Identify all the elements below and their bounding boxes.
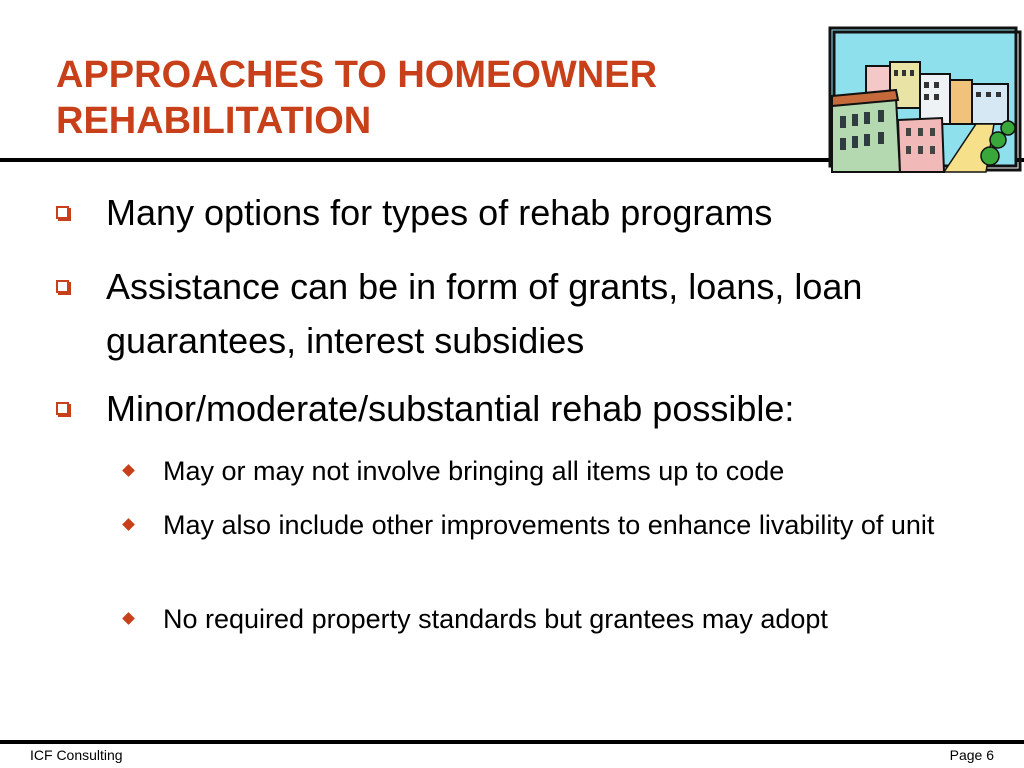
sub-bullet-text: No required property standards but grantees may adopt (163, 604, 828, 634)
page-number: Page 6 (949, 747, 994, 763)
hollow-square-bullet-icon (56, 280, 69, 293)
diamond-bullet-icon (122, 518, 135, 531)
hollow-square-bullet-icon (56, 402, 69, 415)
hollow-square-bullet-icon (56, 206, 69, 219)
diamond-bullet-icon (122, 464, 135, 477)
footer-divider (0, 740, 1024, 744)
diamond-bullet-icon (122, 612, 135, 625)
footer-organization: ICF Consulting (30, 747, 123, 763)
title-line-2: REHABILITATION (56, 100, 372, 142)
slide-title (56, 52, 816, 144)
sub-bullet-text: May also include other improvements to enhance livability of unit (163, 510, 935, 540)
sub-bullet-text: May or may not involve bringing all items up to code (163, 456, 785, 486)
bullet-text: Many options for types of rehab programs (106, 192, 773, 233)
bullet-text: Minor/moderate/substantial rehab possible: (106, 388, 795, 429)
title-line-1: APPROACHES TO HOMEOWNER (56, 54, 658, 96)
bullet-text: Assistance can be in form of grants, loans, loan guarantees, interest subsidies (106, 266, 863, 361)
city-buildings-illustration (826, 24, 1024, 174)
